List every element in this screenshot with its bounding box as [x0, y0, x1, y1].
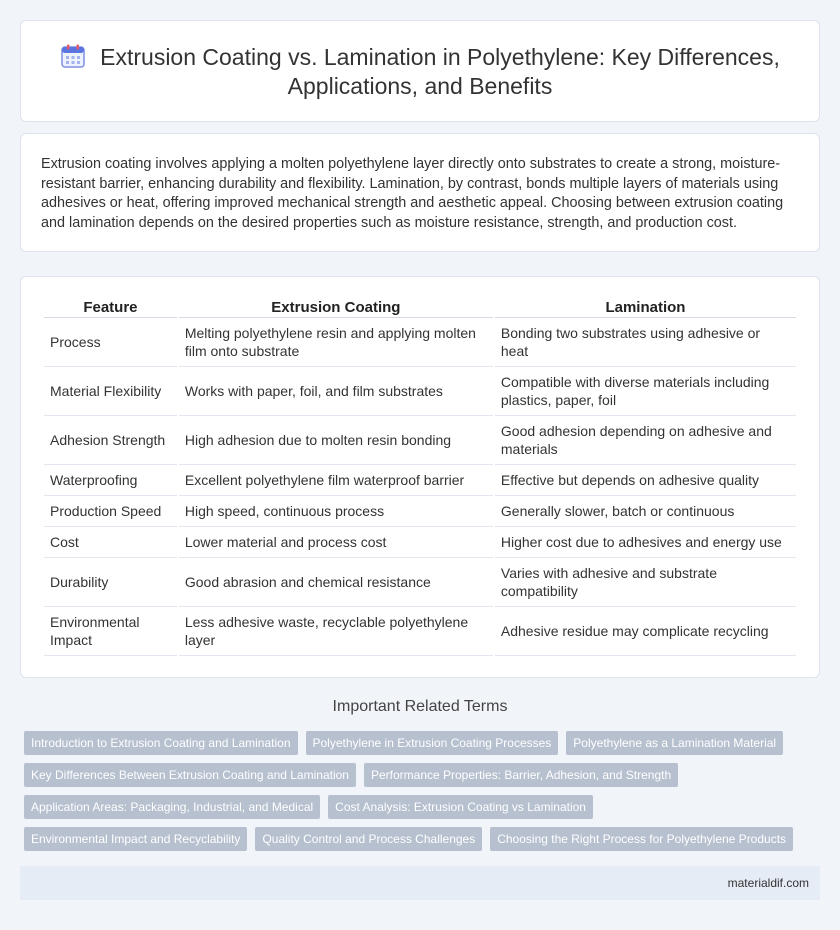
feature-cell: Process: [44, 318, 177, 367]
feature-cell: Material Flexibility: [44, 367, 177, 416]
feature-cell: Waterproofing: [44, 465, 177, 496]
table-row: [44, 416, 796, 465]
extrusion-cell: High adhesion due to molten resin bonding: [179, 416, 493, 465]
related-term-tag[interactable]: Application Areas: Packaging, Industrial, and Medical: [24, 795, 320, 819]
lamination-cell: Bonding two substrates using adhesive or heat: [495, 318, 796, 367]
table-row: [44, 465, 796, 496]
extrusion-cell: Melting polyethylene resin and applying molten film onto substrate: [179, 318, 493, 367]
related-term-tag[interactable]: Polyethylene as a Lamination Material: [566, 731, 783, 755]
table-row: [44, 558, 796, 607]
table-header-row: [44, 297, 796, 318]
lamination-cell: Good adhesion depending on adhesive and materials: [495, 416, 796, 465]
extrusion-cell: High speed, continuous process: [179, 496, 493, 527]
page-title: [21, 43, 819, 101]
lamination-cell: Higher cost due to adhesives and energy use: [495, 527, 796, 558]
comparison-table-card: [20, 276, 820, 678]
header-lamination: Lamination: [495, 297, 796, 318]
table-row: [44, 527, 796, 558]
feature-cell: Adhesion Strength: [44, 416, 177, 465]
lamination-cell: Effective but depends on adhesive quality: [495, 465, 796, 496]
calendar-icon: [60, 43, 86, 69]
related-term-tag[interactable]: Key Differences Between Extrusion Coating and Lamination: [24, 763, 356, 787]
related-term-tag[interactable]: Polyethylene in Extrusion Coating Processes: [306, 731, 559, 755]
feature-cell: Production Speed: [44, 496, 177, 527]
table-row: [44, 367, 796, 416]
tag-row: [24, 763, 814, 787]
table-row: [44, 318, 796, 367]
related-term-tag[interactable]: Performance Properties: Barrier, Adhesion, and Strength: [364, 763, 678, 787]
extrusion-cell: Excellent polyethylene film waterproof barrier: [179, 465, 493, 496]
feature-cell: Cost: [44, 527, 177, 558]
summary-text: Extrusion coating involves applying a molten polyethylene layer directly onto substrates to create a strong, moisture-resistant barrier, enhancing durability and flexibility. Lamination, by contrast, bonds multiple layers of materials using adhesives or heat, offering improved mechanical strength and aesthetic appeal. Choosing between extrusion coating and lamination depends on the desired properties such as moisture resistance, strength, and production cost.: [41, 156, 784, 231]
table-row: [44, 607, 796, 656]
summary-card: [20, 133, 820, 252]
title-line-1: Extrusion Coating vs. Lamination in Polyethylene: Key Differences,: [100, 44, 780, 70]
extrusion-cell: Good abrasion and chemical resistance: [179, 558, 493, 607]
related-term-tag[interactable]: Introduction to Extrusion Coating and Lamination: [24, 731, 298, 755]
comparison-table: [42, 297, 798, 656]
related-term-tag[interactable]: Quality Control and Process Challenges: [255, 827, 482, 851]
lamination-cell: Compatible with diverse materials including plastics, paper, foil: [495, 367, 796, 416]
title-line-2: Applications, and Benefits: [287, 73, 553, 99]
feature-cell: Environmental Impact: [44, 607, 177, 656]
related-term-tag[interactable]: Cost Analysis: Extrusion Coating vs Lamination: [328, 795, 593, 819]
footer: [20, 866, 820, 900]
tag-row: [24, 827, 814, 851]
related-term-tag[interactable]: Choosing the Right Process for Polyethylene Products: [490, 827, 793, 851]
header-feature: Feature: [44, 297, 177, 318]
related-terms-list: [24, 731, 814, 859]
related-terms-title: Important Related Terms: [332, 698, 508, 715]
lamination-cell: Varies with adhesive and substrate compatibility: [495, 558, 796, 607]
footer-site-link[interactable]: materialdif.com: [727, 876, 809, 890]
header-extrusion-coating: Extrusion Coating: [179, 297, 493, 318]
tag-row: [24, 731, 814, 755]
lamination-cell: Adhesive residue may complicate recycling: [495, 607, 796, 656]
table-row: [44, 496, 796, 527]
extrusion-cell: Less adhesive waste, recyclable polyethylene layer: [179, 607, 493, 656]
extrusion-cell: Lower material and process cost: [179, 527, 493, 558]
feature-cell: Durability: [44, 558, 177, 607]
lamination-cell: Generally slower, batch or continuous: [495, 496, 796, 527]
extrusion-cell: Works with paper, foil, and film substrates: [179, 367, 493, 416]
title-card: [20, 20, 820, 122]
tag-row: [24, 795, 814, 819]
related-term-tag[interactable]: Environmental Impact and Recyclability: [24, 827, 247, 851]
